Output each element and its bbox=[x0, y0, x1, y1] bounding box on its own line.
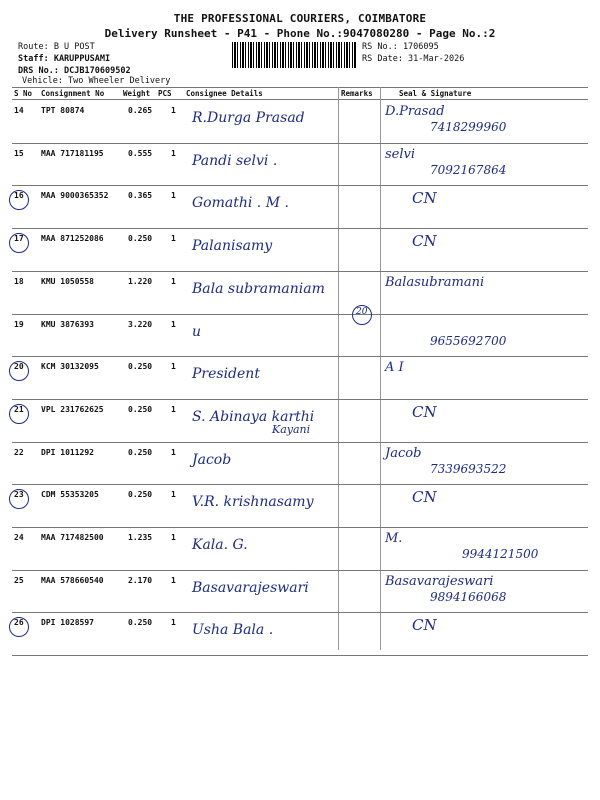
row-divider bbox=[12, 442, 588, 443]
seal-signature: CN bbox=[412, 616, 437, 635]
pcs: 1 bbox=[171, 319, 176, 329]
weight: 1.235 bbox=[128, 533, 153, 542]
pcs: 1 bbox=[171, 191, 176, 201]
consignee-name: Kala. G. bbox=[192, 537, 248, 553]
col-pcs: PCS bbox=[158, 89, 172, 98]
row-divider bbox=[12, 356, 588, 357]
consignee-name-line2: Kayani bbox=[272, 422, 311, 436]
weight: 0.265 bbox=[128, 106, 153, 115]
consignment-no: DPI 1028597 bbox=[41, 618, 94, 628]
weight: 1.220 bbox=[128, 276, 153, 286]
sno: 19 bbox=[14, 319, 24, 329]
consignee-name: President bbox=[192, 366, 260, 383]
pcs: 1 bbox=[171, 447, 176, 457]
phone-number: 9944121500 bbox=[462, 547, 539, 561]
consignee-name: Bala subramaniam bbox=[192, 280, 325, 297]
consignee-name: Palanisamy bbox=[192, 238, 273, 255]
row-divider bbox=[12, 228, 588, 229]
phone-number: 9655692700 bbox=[430, 333, 507, 348]
consignment-no: MAA 717482500 bbox=[41, 533, 104, 542]
pcs: 1 bbox=[171, 618, 176, 628]
seal-signature: CN bbox=[412, 189, 437, 208]
company-name: THE PROFESSIONAL COURIERS, COIMBATORE bbox=[173, 12, 427, 25]
pcs: 1 bbox=[171, 490, 176, 500]
weight: 0.365 bbox=[128, 191, 153, 201]
vehicle-label: Vehicle: Two Wheeler Delivery bbox=[22, 76, 171, 86]
seal-signature: Balasubramani bbox=[385, 274, 485, 290]
seal-signature: CN bbox=[412, 488, 437, 507]
consignment-no: DPI 1011292 bbox=[41, 447, 94, 457]
consignment-no: MAA 871252086 bbox=[41, 234, 104, 244]
consignee-name: u bbox=[192, 323, 202, 340]
sno: 20 bbox=[14, 362, 24, 372]
consignment-no: CDM 55353205 bbox=[41, 490, 99, 500]
runsheet-subtitle: Delivery Runsheet - P41 - Phone No.:9047080280 - Page No.:2 bbox=[104, 27, 496, 40]
phone-number: 9894166068 bbox=[430, 589, 507, 604]
phone-number: 7418299960 bbox=[430, 120, 507, 134]
consignment-no: KMU 1050558 bbox=[41, 276, 94, 286]
row-divider bbox=[12, 143, 588, 144]
sno: 24 bbox=[14, 533, 24, 542]
barcode bbox=[232, 42, 356, 68]
consignment-no: KMU 3876393 bbox=[41, 319, 94, 329]
pcs: 1 bbox=[171, 234, 176, 244]
row-divider bbox=[12, 484, 588, 485]
table-top-rule bbox=[12, 87, 588, 88]
pcs: 1 bbox=[171, 575, 176, 585]
consignment-no: MAA 578660540 bbox=[41, 575, 104, 585]
seal-signature: Basavarajeswari bbox=[385, 573, 494, 589]
weight: 0.250 bbox=[128, 447, 153, 457]
consignee-name: Usha Bala . bbox=[192, 622, 274, 639]
sno: 22 bbox=[14, 447, 24, 457]
pcs: 1 bbox=[171, 404, 176, 414]
consignment-no: KCM 30132095 bbox=[41, 362, 99, 372]
pcs: 1 bbox=[171, 533, 176, 542]
row-divider bbox=[12, 271, 588, 272]
sno: 23 bbox=[14, 490, 24, 500]
consignee-name: Pandi selvi . bbox=[192, 152, 278, 169]
consignee-name: R.Durga Prasad bbox=[192, 110, 305, 126]
seal-signature: A I bbox=[385, 360, 404, 376]
route-label: Route: B U POST bbox=[18, 42, 95, 52]
sno: 15 bbox=[14, 148, 24, 158]
weight: 0.250 bbox=[128, 490, 153, 500]
col-sno: S No bbox=[14, 89, 33, 98]
col-remarks: Remarks bbox=[341, 89, 373, 98]
col-consignment: Consignment No bbox=[41, 89, 105, 98]
pcs: 1 bbox=[171, 106, 176, 115]
weight: 3.220 bbox=[128, 319, 153, 329]
row-divider bbox=[12, 655, 588, 656]
weight: 0.555 bbox=[128, 148, 153, 158]
sno: 26 bbox=[14, 618, 24, 628]
sno: 17 bbox=[14, 234, 24, 244]
pcs: 1 bbox=[171, 276, 176, 286]
consignee-name: Jacob bbox=[192, 451, 232, 468]
pcs: 1 bbox=[171, 148, 176, 158]
row-divider bbox=[12, 612, 588, 613]
consignee-name: V.R. krishnasamy bbox=[192, 494, 314, 511]
sno: 14 bbox=[14, 106, 24, 115]
row-divider bbox=[12, 185, 588, 186]
phone-number: 7339693522 bbox=[430, 461, 507, 476]
seal-signature: CN bbox=[412, 402, 437, 421]
seal-signature: M. bbox=[385, 531, 403, 546]
consignee-name: S. Abinaya karthi bbox=[192, 408, 315, 425]
consignee-name: Basavarajeswari bbox=[192, 579, 309, 596]
sno: 25 bbox=[14, 575, 24, 585]
col-consignee: Consignee Details bbox=[186, 89, 263, 98]
rs-number: RS No.: 1706095 bbox=[362, 42, 439, 52]
consignment-no: VPL 231762625 bbox=[41, 404, 104, 414]
sno: 18 bbox=[14, 276, 24, 286]
weight: 0.250 bbox=[128, 234, 153, 244]
remarks-divider bbox=[338, 87, 339, 650]
weight: 2.170 bbox=[128, 575, 153, 585]
staff-label: Staff: KARUPPUSAMI bbox=[18, 54, 111, 64]
col-weight: Weight bbox=[123, 89, 151, 98]
pcs: 1 bbox=[171, 362, 176, 372]
seal-signature: Jacob bbox=[385, 445, 422, 461]
consignee-name: Gomathi . M . bbox=[192, 195, 289, 212]
seal-signature: selvi bbox=[385, 146, 416, 162]
row-divider bbox=[12, 527, 588, 528]
row-divider bbox=[12, 399, 588, 400]
sno: 21 bbox=[14, 404, 24, 414]
drs-label: DRS No.: DCJB170609502 bbox=[18, 66, 131, 76]
weight: 0.250 bbox=[128, 618, 153, 628]
col-seal: Seal & Signature bbox=[399, 89, 472, 98]
seal-divider bbox=[380, 87, 381, 650]
table-header-rule bbox=[12, 99, 588, 100]
rs-date: RS Date: 31-Mar-2026 bbox=[362, 54, 465, 64]
row-divider bbox=[12, 570, 588, 571]
consignment-no: MAA 717181195 bbox=[41, 148, 104, 158]
weight: 0.250 bbox=[128, 404, 153, 414]
sno: 16 bbox=[14, 191, 24, 201]
phone-number: 7092167864 bbox=[430, 162, 507, 177]
row-divider bbox=[12, 314, 588, 315]
consignment-no: MAA 9000365352 bbox=[41, 191, 109, 201]
annotation-number: 20 bbox=[356, 307, 368, 317]
seal-signature: D.Prasad bbox=[385, 104, 445, 119]
seal-signature: CN bbox=[412, 232, 437, 251]
weight: 0.250 bbox=[128, 362, 153, 372]
consignment-no: TPT 80874 bbox=[41, 106, 85, 115]
